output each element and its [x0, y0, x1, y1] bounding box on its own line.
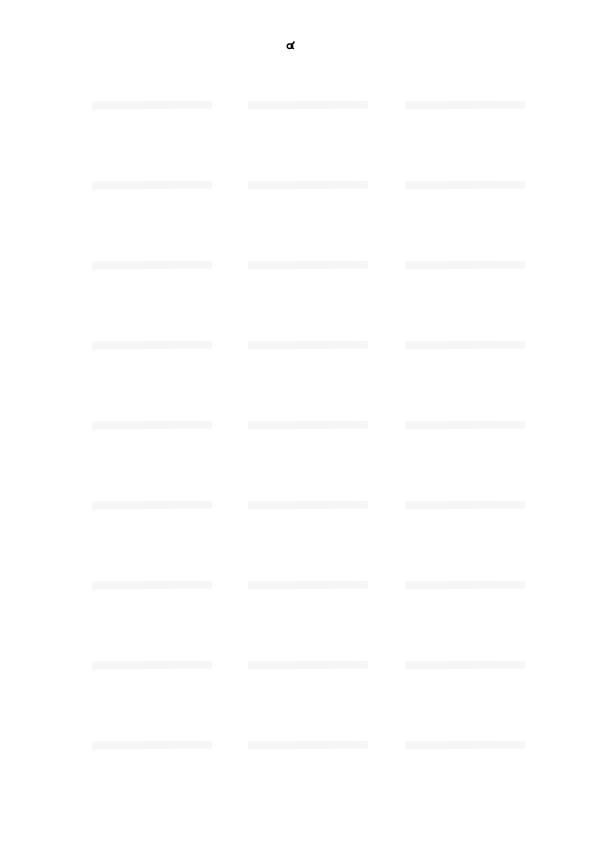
watermark-mark — [405, 741, 525, 750]
watermark-mark — [92, 661, 212, 670]
document-line — [90, 278, 505, 294]
document-line — [90, 326, 505, 342]
document-body — [90, 70, 505, 406]
blank-line — [90, 294, 505, 310]
signature-name — [300, 472, 520, 488]
watermark-mark — [248, 421, 368, 430]
watermark-mark — [248, 581, 368, 590]
watermark-mark — [92, 501, 212, 510]
document-line — [90, 70, 505, 86]
blank-line — [90, 102, 505, 118]
document-line — [90, 390, 505, 406]
document-line — [90, 86, 505, 102]
document-line — [90, 374, 505, 390]
document-line — [90, 182, 505, 198]
signature-block — [300, 456, 520, 520]
page-number: ๔ — [286, 38, 296, 52]
document-line — [90, 166, 505, 182]
blank-line — [90, 118, 505, 134]
document-line — [90, 198, 505, 214]
signature-title — [300, 488, 520, 504]
document-line — [90, 134, 505, 150]
watermark-mark — [92, 421, 212, 430]
watermark-mark — [405, 581, 525, 590]
watermark-mark — [248, 661, 368, 670]
document-line — [90, 262, 505, 278]
document-line — [90, 358, 505, 374]
signature-role — [300, 504, 520, 520]
watermark-mark — [248, 741, 368, 750]
watermark-mark — [405, 661, 525, 670]
page-header — [0, 38, 595, 52]
blank-line — [90, 342, 505, 358]
signature-date — [300, 456, 520, 472]
watermark-mark — [92, 581, 212, 590]
blank-line — [90, 230, 505, 246]
document-line — [90, 214, 505, 230]
watermark-mark — [92, 741, 212, 750]
document-line — [90, 246, 505, 262]
watermark-mark — [405, 421, 525, 430]
document-line — [90, 150, 505, 166]
document-line — [90, 310, 505, 326]
